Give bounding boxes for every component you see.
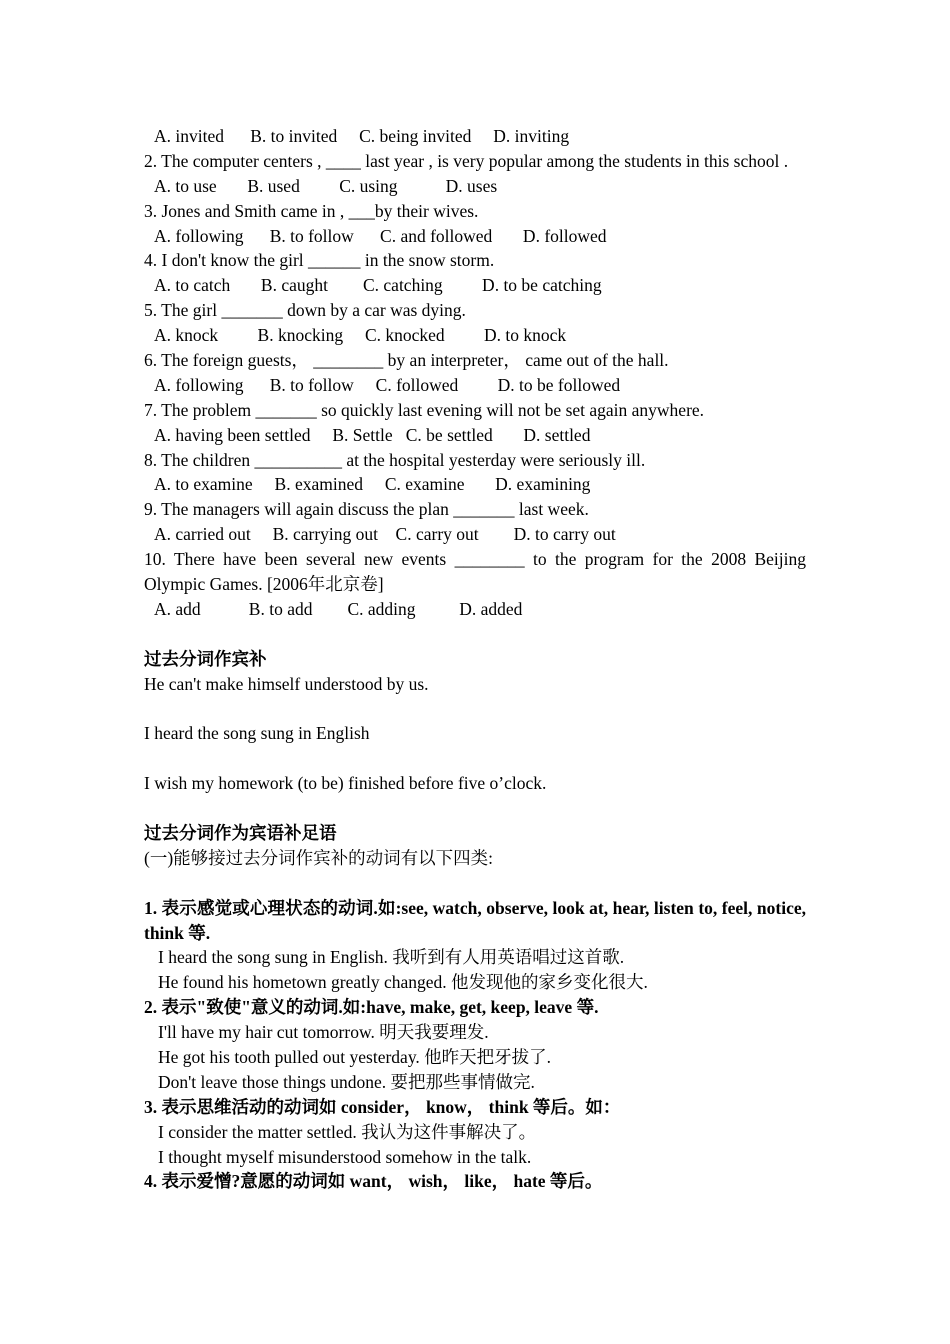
q1-options: A. invited B. to invited C. being invited D. inviting <box>154 126 570 146</box>
q4-stem: 4. I don't know the girl ______ in the snow storm. <box>144 250 495 271</box>
section1-example: He can't make himself understood by us. <box>144 673 429 694</box>
group1-example: I heard the song sung in English. 我听到有人用英语唱过这首歌. <box>158 947 625 968</box>
group3-title: 3. 表示思维活动的动词如 consider， know， think 等后。如： <box>144 1096 621 1117</box>
q5-options: A. knock B. knocking C. knocked D. to knock <box>154 325 567 346</box>
q5-stem: 5. The girl _______ down by a car was dying. <box>144 300 466 321</box>
q6-stem: 6. The foreign guests， ________ by an interpreter， came out of the hall. <box>144 350 669 371</box>
q6-options: A. following B. to follow C. followed D. to be followed <box>154 374 621 395</box>
section2-intro: (一)能够接过去分词作宾补的动词有以下四类: <box>144 847 494 868</box>
group3-example: I consider the matter settled. 我认为这件事解决了。 <box>158 1121 537 1142</box>
document-page <box>144 124 806 1194</box>
q10-stem: 10. There have been several new events ________ to the program for the 2008 Beijing Olympic Games. [2006年北京卷] <box>144 549 806 595</box>
group4-title: 4. 表示爱憎?意愿的动词如 want， wish， like， hate 等后。 <box>144 1171 603 1192</box>
q8-options: A. to examine B. examined C. examine D. examining <box>154 474 591 495</box>
q10-options: A. add B. to add C. adding D. added <box>154 598 523 619</box>
q9-stem: 9. The managers will again discuss the plan _______ last week. <box>144 499 589 520</box>
section2-heading: 过去分词作为宾语补足语 <box>144 822 337 843</box>
section1-example: I heard the song sung in English <box>144 723 370 744</box>
q4-options: A. to catch B. caught C. catching D. to be catching <box>154 275 602 296</box>
group3-example: I thought myself misunderstood somehow in the talk. <box>158 1146 532 1167</box>
group1-title: 1. 表示感觉或心理状态的动词.如:see, watch, observe, look at, hear, listen to, feel, notice, think 等. <box>144 897 806 943</box>
q2-options: A. to use B. used C. using D. uses <box>154 175 498 196</box>
q9-options: A. carried out B. carrying out C. carry out D. to carry out <box>154 524 616 545</box>
section1-heading: 过去分词作宾补 <box>144 648 267 669</box>
q3-stem: 3. Jones and Smith came in , ___by their wives. <box>144 200 479 221</box>
group1-example: He found his hometown greatly changed. 他发现他的家乡变化很大. <box>158 972 648 993</box>
section1-example: I wish my homework (to be) finished before five o’clock. <box>144 773 547 794</box>
group2-example: Don't leave those things undone. 要把那些事情做完. <box>158 1071 535 1092</box>
q2-stem: 2. The computer centers , ____ last year , is very popular among the students in this school . <box>144 150 789 171</box>
group2-title: 2. 表示"致使"意义的动词.如:have, make, get, keep, leave 等. <box>144 997 599 1018</box>
q7-stem: 7. The problem _______ so quickly last evening will not be set again anywhere. <box>144 399 705 420</box>
group2-example: I'll have my hair cut tomorrow. 明天我要理发. <box>158 1022 489 1043</box>
q7-options: A. having been settled B. Settle C. be settled D. settled <box>154 424 591 445</box>
q8-stem: 8. The children __________ at the hospital yesterday were seriously ill. <box>144 449 646 470</box>
group2-example: He got his tooth pulled out yesterday. 他昨天把牙拔了. <box>158 1047 552 1068</box>
q3-options: A. following B. to follow C. and followed D. followed <box>154 225 607 246</box>
